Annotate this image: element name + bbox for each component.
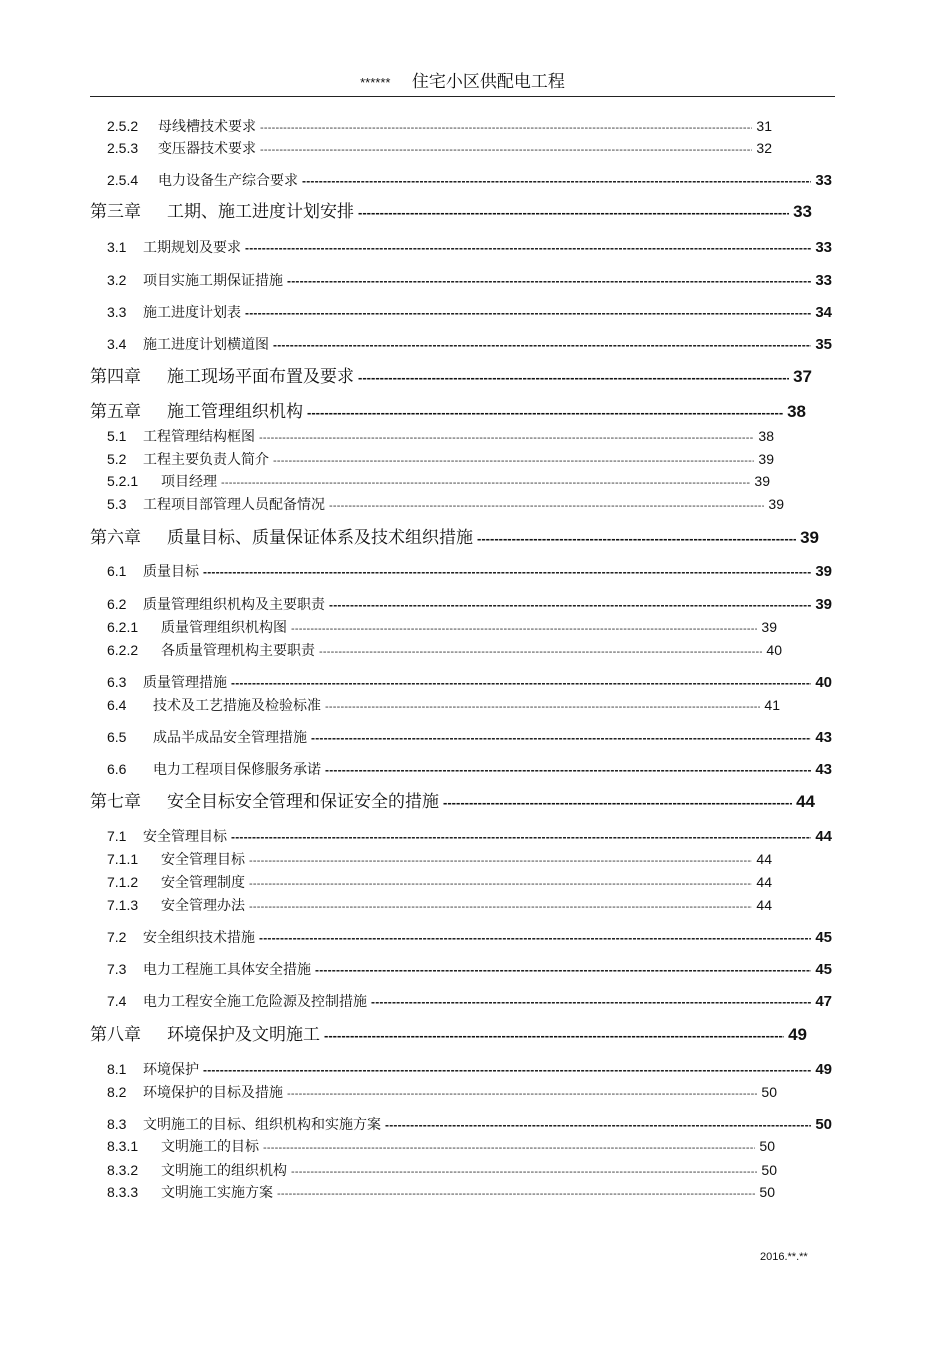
toc-entry-number: 2.5.4 [107, 171, 139, 188]
toc-entry-page: 49 [788, 1025, 807, 1045]
toc-entry-page: 50 [761, 1083, 777, 1100]
toc-entry-number: 6.2.2 [107, 641, 139, 658]
toc-entry-number: 7.1.1 [107, 850, 139, 867]
toc-entry-number: 8.1 [107, 1060, 127, 1077]
toc-leader-dashes [325, 761, 811, 778]
toc-entry-page: 43 [815, 728, 832, 746]
toc-entry-page: 45 [815, 928, 832, 946]
toc-entry [107, 673, 832, 691]
toc-entry-page: 39 [800, 528, 819, 548]
toc-entry-title: 质量目标 [143, 563, 199, 580]
toc-entry-number: 7.3 [107, 960, 127, 977]
toc-entry-number: 2.5.2 [107, 117, 139, 134]
toc-entry-number: 第四章 [90, 367, 141, 388]
toc-leader-dashes [273, 452, 754, 468]
toc-entry [107, 992, 832, 1010]
header-title: 住宅小区供配电工程 [411, 72, 565, 92]
toc-entry-title: 技术及工艺措施及检验标准 [153, 697, 321, 714]
toc-entry [107, 896, 772, 914]
toc-leader-dashes [358, 366, 789, 389]
toc-entry [107, 928, 832, 946]
toc-entry [107, 873, 772, 891]
toc-entry-title: 施工进度计划横道图 [143, 336, 269, 353]
toc-entry-title: 质量管理组织机构及主要职责 [143, 596, 325, 613]
toc-entry-title: 工程主要负责人简介 [143, 451, 269, 468]
toc-leader-dashes [221, 474, 750, 490]
toc-leader-dashes [231, 828, 811, 845]
toc-entry-number: 6.3 [107, 673, 127, 690]
toc-entry-page: 44 [756, 850, 772, 867]
toc-leader-dashes [231, 674, 811, 691]
toc-leader-dashes [273, 336, 811, 353]
toc-entry-number: 5.1 [107, 427, 127, 444]
toc-leader-dashes [260, 141, 752, 157]
toc-entry-number: 7.4 [107, 992, 127, 1009]
toc-entry-page: 35 [815, 335, 832, 353]
toc-entry-page: 47 [815, 992, 832, 1010]
toc-entry-number: 5.2.1 [107, 472, 139, 489]
toc-entry-number: 6.1 [107, 562, 127, 579]
toc-entry-title: 施工进度计划表 [143, 304, 241, 321]
toc-entry [107, 117, 772, 135]
toc-entry-title: 安全管理目标 [143, 828, 227, 845]
toc-entry-number: 3.2 [107, 271, 127, 288]
toc-leader-dashes [324, 1024, 784, 1047]
toc-entry [90, 365, 812, 389]
toc-entry-title: 项目经理 [161, 473, 217, 490]
toc-entry-title: 质量管理措施 [143, 674, 227, 691]
toc-entry [107, 641, 782, 659]
toc-entry-number: 5.3 [107, 495, 127, 512]
toc-entry-page: 50 [815, 1115, 832, 1133]
toc-leader-dashes [259, 429, 754, 445]
toc-entry-number: 7.1 [107, 827, 127, 844]
toc-entry [107, 728, 832, 746]
toc-entry-title: 环境保护 [143, 1061, 199, 1078]
toc-entry-page: 40 [766, 641, 782, 658]
toc-entry-title: 变压器技术要求 [158, 140, 256, 157]
header-stars: ****** [360, 75, 391, 90]
toc-entry [107, 303, 832, 321]
toc-entry-title: 施工管理组织机构 [167, 402, 303, 423]
toc-entry-title: 电力设备生产综合要求 [158, 172, 298, 189]
toc-entry-title: 项目实施工期保证措施 [143, 272, 283, 289]
toc-entry [107, 1115, 832, 1133]
toc-entry-page: 39 [768, 495, 784, 512]
toc-entry [107, 562, 832, 580]
toc-entry-title: 电力工程施工具体安全措施 [143, 961, 311, 978]
toc-entry [107, 450, 774, 468]
toc-entry [107, 696, 780, 714]
toc-entry-page: 39 [815, 595, 832, 613]
toc-entry [90, 1023, 807, 1047]
toc-entry-page: 37 [793, 367, 812, 387]
toc-entry-number: 3.1 [107, 238, 127, 255]
toc-leader-dashes [385, 1116, 811, 1133]
toc-leader-dashes [319, 643, 762, 659]
toc-entry [107, 335, 832, 353]
toc-leader-dashes [260, 119, 752, 135]
toc-entry-number: 6.4 [107, 696, 127, 713]
toc-entry-page: 44 [815, 827, 832, 845]
toc-entry-title: 环境保护的目标及措施 [143, 1084, 283, 1101]
toc-entry [107, 1183, 775, 1201]
toc-entry-page: 38 [758, 427, 774, 444]
toc-entry-title: 工程管理结构框图 [143, 428, 255, 445]
toc-entry-number: 6.5 [107, 728, 127, 745]
toc-leader-dashes [277, 1185, 755, 1201]
toc-entry-page: 44 [756, 896, 772, 913]
toc-entry-number: 7.2 [107, 928, 127, 945]
toc-entry-number: 8.2 [107, 1083, 127, 1100]
toc-entry-title: 质量目标、质量保证体系及技术组织措施 [167, 528, 473, 549]
toc-entry-title: 安全管理制度 [161, 874, 245, 891]
toc-entry-number: 7.1.2 [107, 873, 139, 890]
toc-leader-dashes [249, 898, 752, 914]
toc-entry-title: 施工现场平面布置及要求 [167, 367, 354, 388]
toc-entry-page: 44 [796, 792, 815, 812]
toc-entry-number: 7.1.3 [107, 896, 139, 913]
toc-entry-page: 44 [756, 873, 772, 890]
toc-entry [107, 960, 832, 978]
toc-entry-number: 5.2 [107, 450, 127, 467]
toc-entry [107, 1060, 832, 1078]
toc-leader-dashes [329, 497, 764, 513]
toc-entry [107, 618, 777, 636]
toc-entry-number: 8.3 [107, 1115, 127, 1132]
toc-entry-page: 33 [815, 271, 832, 289]
toc-entry-page: 31 [756, 117, 772, 134]
toc-leader-dashes [325, 698, 760, 714]
toc-entry-page: 32 [756, 139, 772, 156]
toc-entry-number: 8.3.1 [107, 1137, 139, 1154]
toc-entry [107, 238, 832, 256]
toc-entry-number: 8.3.3 [107, 1183, 139, 1200]
toc-leader-dashes [249, 875, 752, 891]
toc-entry [90, 200, 812, 224]
toc-leader-dashes [287, 1085, 757, 1101]
toc-entry-page: 38 [787, 402, 806, 422]
toc-entry-page: 39 [754, 472, 770, 489]
toc-entry [90, 526, 819, 550]
toc-entry-title: 安全管理办法 [161, 897, 245, 914]
toc-leader-dashes [443, 791, 792, 814]
toc-entry-page: 50 [759, 1137, 775, 1154]
toc-entry-page: 41 [764, 696, 780, 713]
toc-entry-page: 43 [815, 760, 832, 778]
toc-leader-dashes [263, 1139, 755, 1155]
toc-leader-dashes [259, 929, 811, 946]
toc-leader-dashes [307, 401, 783, 424]
toc-entry-number: 3.4 [107, 335, 127, 352]
toc-leader-dashes [287, 272, 811, 289]
toc-entry [107, 427, 774, 445]
toc-entry-page: 33 [815, 238, 832, 256]
toc-entry-title: 安全管理目标 [161, 851, 245, 868]
toc-entry-page: 34 [815, 303, 832, 321]
toc-entry-number: 2.5.3 [107, 139, 139, 156]
toc-entry-title: 文明施工的目标、组织机构和实施方案 [143, 1116, 381, 1133]
toc-leader-dashes [329, 596, 811, 613]
toc-entry-number: 6.6 [107, 760, 127, 777]
toc-leader-dashes [245, 239, 811, 256]
toc-entry-title: 文明施工实施方案 [161, 1184, 273, 1201]
toc-entry-title: 环境保护及文明施工 [167, 1025, 320, 1046]
toc-entry [107, 1161, 777, 1179]
toc-entry-page: 50 [759, 1183, 775, 1200]
toc-entry-page: 39 [758, 450, 774, 467]
toc-entry [90, 790, 815, 814]
toc-entry-page: 33 [793, 202, 812, 222]
toc-entry [107, 171, 832, 189]
toc-entry-number: 第七章 [90, 792, 141, 813]
toc-entry-number: 第五章 [90, 402, 141, 423]
toc-entry-page: 50 [761, 1161, 777, 1178]
toc-entry-title: 文明施工的目标 [161, 1138, 259, 1155]
toc-leader-dashes [203, 1061, 811, 1078]
toc-leader-dashes [311, 729, 811, 746]
toc-entry [107, 760, 832, 778]
toc-entry-title: 母线槽技术要求 [158, 118, 256, 135]
toc-entry-title: 电力工程项目保修服务承诺 [153, 761, 321, 778]
toc-entry-number: 3.3 [107, 303, 127, 320]
toc-entry-number: 第六章 [90, 528, 141, 549]
toc-entry-title: 工期、施工进度计划安排 [167, 202, 354, 223]
toc-entry-title: 各质量管理机构主要职责 [161, 642, 315, 659]
toc-entry-number: 6.2.1 [107, 618, 139, 635]
toc-leader-dashes [245, 304, 811, 321]
footer-date: 2016.**.** [760, 1251, 808, 1263]
toc-entry [107, 271, 832, 289]
toc-entry-number: 6.2 [107, 595, 127, 612]
toc-entry-title: 安全目标安全管理和保证安全的措施 [167, 792, 439, 813]
toc-entry [107, 827, 832, 845]
toc-entry-number: 8.3.2 [107, 1161, 139, 1178]
toc-entry [107, 472, 770, 490]
toc-leader-dashes [302, 172, 811, 189]
toc-entry [107, 139, 772, 157]
toc-leader-dashes [371, 993, 811, 1010]
toc-entry-number: 第八章 [90, 1025, 141, 1046]
toc-leader-dashes [358, 201, 789, 224]
toc-entry-title: 工程项目部管理人员配备情况 [143, 496, 325, 513]
toc-entry-title: 质量管理组织机构图 [161, 619, 287, 636]
toc-leader-dashes [249, 852, 752, 868]
toc-entry [107, 1137, 775, 1155]
toc-entry-number: 第三章 [90, 202, 141, 223]
toc-leader-dashes [477, 527, 796, 550]
toc-entry [90, 400, 806, 424]
toc-leader-dashes [291, 620, 757, 636]
toc-entry-page: 49 [815, 1060, 832, 1078]
toc-entry [107, 495, 784, 513]
toc-entry-title: 成品半成品安全管理措施 [153, 729, 307, 746]
toc-entry [107, 595, 832, 613]
toc-entry-title: 安全组织技术措施 [143, 929, 255, 946]
toc-leader-dashes [203, 563, 811, 580]
toc-entry-page: 40 [815, 673, 832, 691]
page-header [90, 68, 835, 97]
toc-entry [107, 850, 772, 868]
toc-entry-title: 文明施工的组织机构 [161, 1162, 287, 1179]
toc-entry-page: 45 [815, 960, 832, 978]
toc-entry-title: 电力工程安全施工危险源及控制措施 [143, 993, 367, 1010]
toc-entry-page: 39 [815, 562, 832, 580]
toc-entry-page: 33 [815, 171, 832, 189]
toc-leader-dashes [291, 1163, 757, 1179]
toc-entry-title: 工期规划及要求 [143, 239, 241, 256]
toc-entry [107, 1083, 777, 1101]
toc-entry-page: 39 [761, 618, 777, 635]
toc-leader-dashes [315, 961, 811, 978]
